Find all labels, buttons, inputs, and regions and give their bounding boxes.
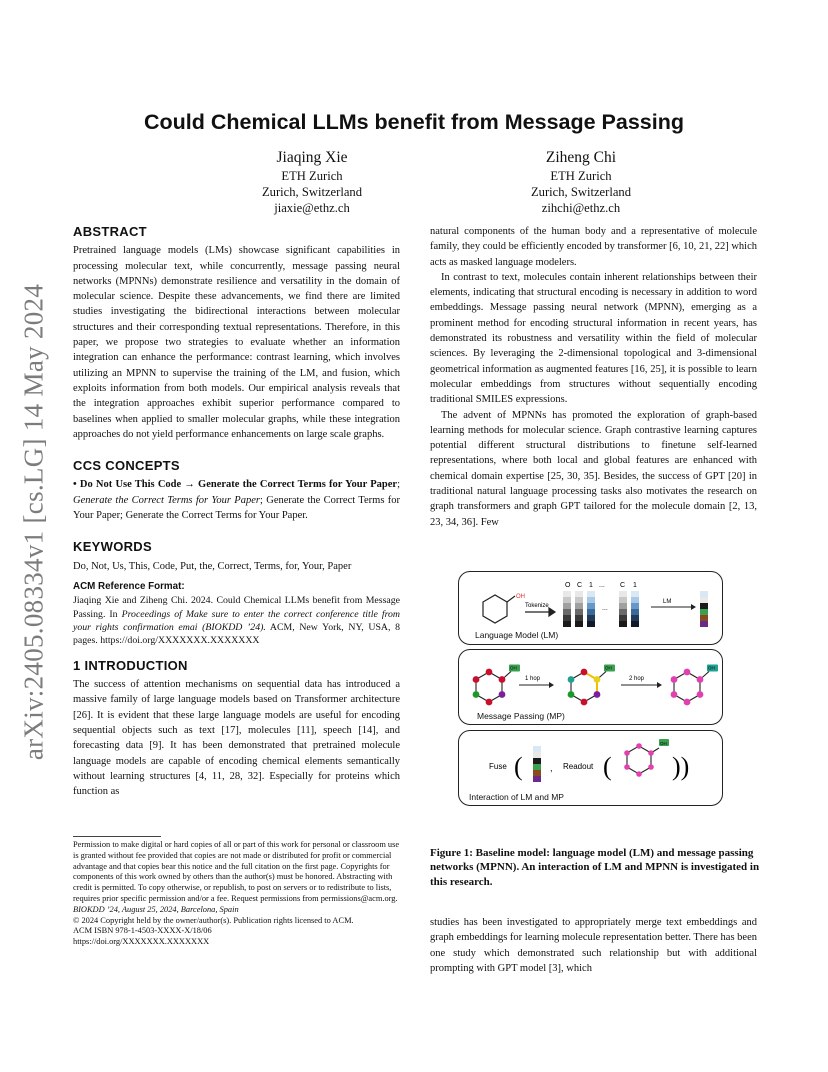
token-label: 1	[633, 582, 637, 589]
token-embedding-cell	[563, 591, 571, 597]
right-column-bottom	[430, 915, 757, 976]
arxiv-sidebar: arXiv:2405.08334v1 [cs.LG] 14 May 2024	[18, 283, 49, 761]
benzene-ring	[483, 595, 507, 623]
intro-text: The success of attention mechanisms on sequential data has introduced a massive family of large language models based on Transformer architecture [26]. It is evident that these large language models are useful for encoding sequential objects such as text [17], molecules [11], speech [14], and forecasting data [9]. It has been demonstrated that pretrained molecule language models are capable of encoding chemical elements semantically without learning structures [4, 11, 28, 32]. Especially for proteins which function as	[73, 679, 400, 798]
token-embedding-cell	[631, 591, 639, 597]
oh-label: OH	[516, 594, 525, 600]
token-embedding-cell	[575, 621, 583, 627]
comma: ,	[550, 763, 553, 773]
ccs-concept-bold: • Do Not Use This Code → Generate the Correct Terms for Your Paper	[73, 479, 398, 491]
lm-output-cell	[700, 621, 708, 627]
footnote-permission: Permission to make digital or hard copies of all or part of this work for personal or classroom use is granted without fee provided that copies are not made or distributed for profit or commercial advantage and that copies bear this notice and the full citation on the first page. Copyrights for components of this work owned by others than the author(s) must be honored. Abstracting with credit is permitted. To copy otherwise, or republish, to post on servers or to redistribute to lists, requires prior specific permission and/or a fee. Request permissions from permissions@acm.org.	[73, 840, 400, 903]
token-embedding-cell	[575, 615, 583, 621]
token-label: O	[565, 582, 571, 589]
token-embedding-cell	[619, 597, 627, 603]
abstract-heading: ABSTRACT	[73, 224, 147, 239]
token-embedding-cell	[575, 597, 583, 603]
footnote	[73, 840, 403, 948]
author-name: Jiaqing Xie	[276, 149, 348, 166]
atom-node	[684, 669, 691, 676]
atom-node	[473, 676, 480, 683]
token-embedding-cell	[587, 591, 595, 597]
token-embedding-cell	[587, 615, 595, 621]
lm-output-cell	[700, 609, 708, 615]
atom-node	[594, 676, 601, 683]
author-location: Zurich, Switzerland	[530, 185, 632, 199]
token-label: 1	[589, 582, 593, 589]
molecule-ring	[476, 672, 502, 702]
footnote-copyright: © 2024 Copyright held by the owner/author(s). Publication rights licensed to ACM.	[73, 915, 354, 925]
author-name: Ziheng Chi	[545, 149, 617, 166]
fuse-label: Fuse	[489, 762, 507, 771]
body-paragraph: In contrast to text, molecules contain inherent relationships between their elements, indicating that structural encoding is necessary in addition to word embeddings. Message passing neural network (MPNN), emerging as a prominent method for encoding structural information in recent years, has demonstrated its robustness and versatility within the field of molecular sciences. By leveraging the 2-dimensional topological and 3-dimensional geometrical information as augmented features [16, 25], it is possible to learn molecular embeddings from structures without sequentially encoding traditional SMILES expressions.	[430, 271, 757, 406]
oh-label: OH	[509, 665, 517, 671]
molecule-ring	[674, 672, 700, 702]
figure-caption: Figure 1: Baseline model: language model (LM) and message passing networks (MPNN). An interaction of LM and MPNN is investigated in this research.	[430, 847, 760, 888]
mp-panel-label: Message Passing (MP)	[477, 711, 565, 721]
tokenize-label: Tokenize	[525, 603, 549, 609]
body-paragraph: studies has been investigated to appropriately merge text embeddings and graph embeddings for learning molecule representation better. There has been one study which demonstrated such relationship but with additional prompting with GPT model [3], which	[430, 917, 757, 974]
atom-node	[648, 764, 654, 770]
keywords-heading: KEYWORDS	[73, 539, 152, 555]
token-embedding-cell	[587, 603, 595, 609]
hop2-label: 2 hop	[629, 676, 645, 682]
interaction-panel	[458, 730, 723, 806]
token-embedding-cell	[563, 621, 571, 627]
ccs-concept-italic: Generate the Correct Terms for Your Paper	[73, 494, 260, 506]
lm-output-cell	[700, 615, 708, 621]
footnote-doi: https://doi.org/XXXXXXX.XXXXXXX	[73, 937, 210, 947]
token-embedding-cell	[575, 609, 583, 615]
atom-node	[624, 764, 630, 770]
lm-panel	[458, 571, 723, 645]
acm-ref-proceedings: Proceedings of Make sure to enter the correct conference title from your rights confirmation emai (BIOKDD ’24).	[73, 608, 400, 634]
token-embedding-cell	[575, 603, 583, 609]
atom-node	[486, 669, 493, 676]
oh-label: OH	[660, 741, 667, 746]
atom-node	[568, 676, 575, 683]
token-label: C	[577, 582, 583, 589]
arrow-head	[657, 682, 662, 688]
token-embedding-cell	[563, 609, 571, 615]
token-embedding-cell	[575, 591, 583, 597]
token-embedding-cell	[563, 615, 571, 621]
lm-output-cell	[700, 597, 708, 603]
atom-node	[486, 699, 493, 706]
token-label: ...	[599, 582, 605, 589]
fused-embedding-cell	[533, 758, 541, 764]
lm-label: LM	[663, 599, 672, 605]
token-embedding-cell	[631, 621, 639, 627]
atom-node	[684, 699, 691, 706]
token-embedding-cell	[631, 609, 639, 615]
paper-title: Could Chemical LLMs benefit from Message Passing	[144, 110, 684, 134]
body-paragraph: The advent of MPNNs has promoted the exploration of graph-based learning methods for molecular science. Graph contrastive learning captures potential different structural distributions to finetune self-learned representations, where both local and global features are enhanced with chemical domain expertise [25, 30, 35]. Besides, the success of GPT [20] in traditional natural language processing tasks also motivates the research on graph transformers and graph GPT tailored for the molecule domain [2, 13, 23, 34, 36]. Few	[430, 409, 757, 528]
atom-node	[671, 676, 678, 683]
token-embedding-cell	[631, 603, 639, 609]
fused-embedding-cell	[533, 752, 541, 758]
token-embedding-cell	[619, 609, 627, 615]
footnote-isbn: ACM ISBN 978-1-4503-XXXX-X/18/06	[73, 926, 212, 936]
arrow-head	[549, 608, 555, 616]
lm-output-cell	[700, 591, 708, 597]
abstract-text: Pretrained language models (LMs) showcase significant capabilities in processing molecular text, while concurrently, message passing neural networks (MPNNs) demonstrate resilience and versatility in the domain of molecular science. Despite these advancements, we find there are limited studies investigating the bidirectional interactions between molecular structures and their corresponding textual representations. Therefore, in this paper, we propose two strategies to evaluate whether an information integration can enhance the performance: contrast learning, which involves utilizing an MPNN to supervise the training of the LM, and fusion, which exploits information from both models. Our empirical analysis reveals that the integration approaches exhibit superior performance compared to baselines when applied to smaller molecular graphs, while these integration approaches do not yield performance enhancements on large scale graphs.	[73, 245, 400, 440]
author-block	[182, 148, 442, 216]
atom-node	[648, 750, 654, 756]
oh-label: OH	[707, 665, 715, 671]
lm-panel-label: Language Model (LM)	[475, 630, 559, 640]
author-block	[451, 148, 711, 216]
fused-embedding-cell	[533, 770, 541, 776]
keywords-text: Do, Not, Us, This, Code, Put, the, Correct, Terms, for, Your, Paper	[73, 560, 352, 572]
token-embedding-cell	[631, 597, 639, 603]
hop1-label: 1 hop	[525, 676, 541, 682]
author-email: zihchi@ethz.ch	[541, 201, 621, 215]
token-embedding-cell	[587, 609, 595, 615]
left-column	[73, 224, 400, 800]
atom-node	[671, 691, 678, 698]
atom-node	[568, 691, 575, 698]
atom-node	[636, 771, 642, 777]
atom-node	[581, 699, 588, 706]
token-embedding-cell	[619, 615, 627, 621]
interaction-panel-label: Interaction of LM and MP	[469, 792, 564, 802]
acm-ref-text	[73, 594, 400, 648]
body-paragraph: natural components of the human body and a representative of molecule family, they could be efficiently encoded by transformer [6, 10, 21, 22] which acts as masked language modelers.	[430, 226, 757, 268]
acm-ref-line: ACM, New York, NY, USA, 8 pages. https://doi.org/XXXXXXX.XXXXXXX	[73, 622, 400, 647]
author-email: jiaxie@ethz.ch	[274, 201, 350, 215]
token-embedding-cell	[587, 597, 595, 603]
intro-heading: 1 INTRODUCTION	[73, 657, 188, 673]
acm-ref-heading: ACM Reference Format:	[73, 580, 185, 592]
molecule-ring	[627, 746, 651, 774]
author-affiliation: ETH Zurich	[550, 169, 612, 183]
token-embedding-cell	[563, 597, 571, 603]
atom-node	[499, 691, 506, 698]
footnote-rule	[73, 836, 161, 837]
paren: (	[603, 752, 612, 781]
ccs-heading: CCS CONCEPTS	[73, 458, 180, 474]
ccs-text: • Do Not Use This Code → Generate the Correct Terms for Your Paper; Generate the Correct Terms for Your Paper; Generate the Correct Terms for Your Paper; Generate the Correct Terms for Your Paper.	[73, 479, 400, 522]
token-embedding-cell	[619, 621, 627, 627]
fused-embedding-cell	[533, 776, 541, 782]
fused-embedding-cell	[533, 746, 541, 752]
atom-node	[697, 676, 704, 683]
token-embedding-cell	[619, 603, 627, 609]
right-column	[430, 224, 757, 530]
paren: ))	[672, 752, 690, 781]
arrow-head	[549, 682, 554, 688]
footnote-venue: BIOKDD ’24, August 25, 2024, Barcelona, Spain	[73, 904, 239, 914]
figure-1	[458, 571, 723, 806]
mp-panel	[458, 649, 723, 725]
oh-label: OH	[604, 665, 612, 671]
fused-embedding-cell	[533, 764, 541, 770]
atom-node	[499, 676, 506, 683]
bond	[507, 596, 515, 602]
atom-node	[473, 691, 480, 698]
token-embedding-cell	[563, 603, 571, 609]
atom-node	[636, 743, 642, 749]
ellipsis-label: ...	[602, 605, 608, 612]
atom-node	[697, 691, 704, 698]
author-affiliation: ETH Zurich	[281, 169, 343, 183]
lm-output-cell	[700, 603, 708, 609]
ccs-concept-rest: ; Generate the Correct Terms for Your Paper; Generate the Correct Terms for Your Paper.	[73, 494, 400, 522]
paren: (	[514, 752, 523, 781]
readout-label: Readout	[563, 762, 594, 771]
atom-node	[594, 691, 601, 698]
arrow-head	[691, 604, 696, 610]
token-embedding-cell	[587, 621, 595, 627]
token-embedding-cell	[619, 591, 627, 597]
acm-ref-line: Jiaqing Xie and Ziheng Chi. 2024. Could Chemical LLMs benefit from Message Passing. In	[73, 595, 400, 620]
atom-node	[581, 669, 588, 676]
author-location: Zurich, Switzerland	[261, 185, 363, 199]
token-embedding-cell	[631, 615, 639, 621]
token-label: C	[620, 582, 626, 589]
atom-node	[624, 750, 630, 756]
